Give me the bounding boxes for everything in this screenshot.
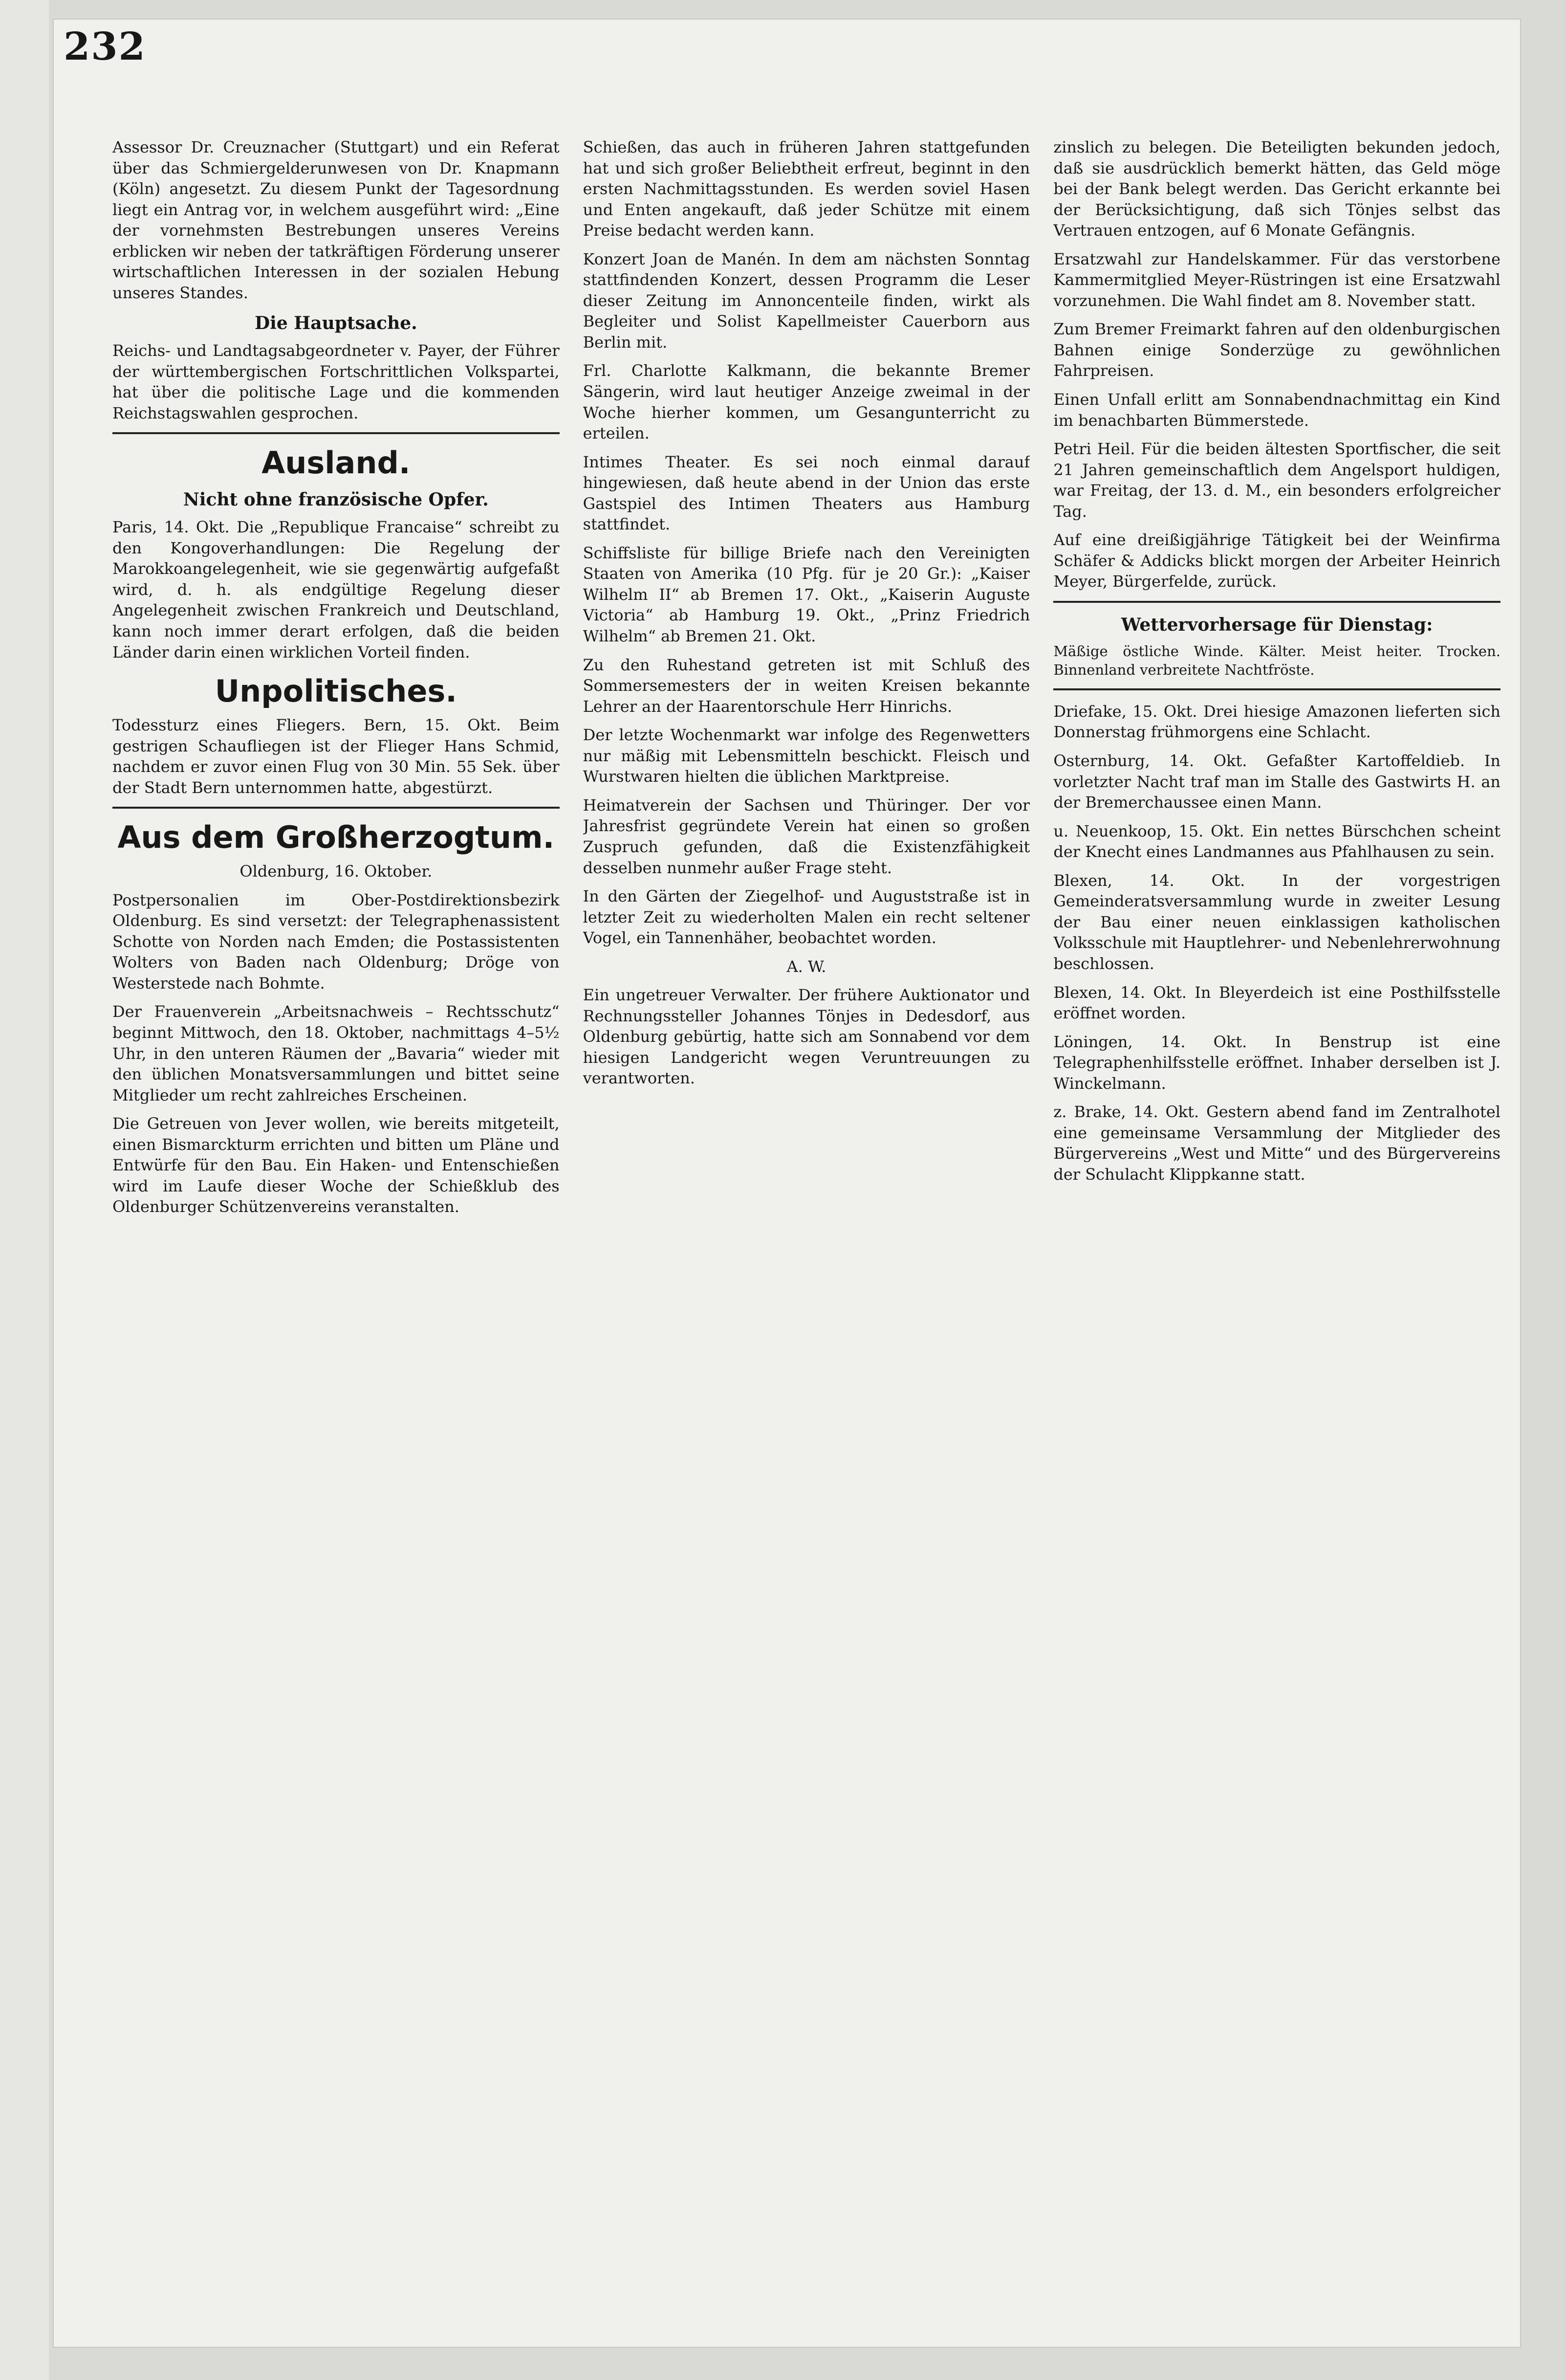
right-rule-1 (1053, 601, 1500, 603)
middle-paragraph-8: Heimatverein der Sachsen und Thüringer. Der vor Jahresfrist gegründete Verein hat einen so großen Zuspruch gefunden, daß die Existenzfähigkeit desselben nunmehr außer Frage steht. (583, 795, 1030, 877)
right-paragraph-5: Petri Heil. Für die beiden ältesten Sportfischer, die seit 21 Jahren gemeinschaftlich dem Angelsport huldigen, war Freitag, der 13. d. M., ein besonders erfolgreicher Tag. (1053, 440, 1500, 521)
middle-paragraph-1: Schießen, das auch in früheren Jahren stattgefunden hat und sich großer Beliebtheit erfreut, beginnt in den ersten Nachmittagsstunden. Es werden soviel Hasen und Enten angekauft, daß jeder Schütze mit einem Preise bedacht werden kann. (583, 138, 1030, 240)
left-paragraph-6: Der Frauenverein „Arbeitsnachweis – Rechtsschutz“ beginnt Mittwoch, den 18. Oktober, nachmittags 4–5½ Uhr, in den unteren Räumen der „Bavaria“ wieder mit den üblichen Monatsversammlungen und bittet seine Mitglieder um recht zahlreiches Erscheinen. (112, 1002, 560, 1104)
right-paragraph-10: Blexen, 14. Okt. In der vorgestrigen Gemeinderatsversammlung wurde in zweiter Lesung der Bau einer neuen einklassigen katholischen Volksschule mit Hauptlehrer- und Nebenlehrerwohnung beschlossen. (1053, 871, 1500, 973)
left-heading-grossherzogtum: Aus dem Großherzogtum. (117, 819, 555, 856)
page-edge (0, 0, 49, 2380)
left-paragraph-1: Assessor Dr. Creuznacher (Stuttgart) und ein Referat über das Schmiergelderunwesen von Dr. Knapmann (Köln) angesetzt. Zu diesem Punkt der Tagesordnung liegt ein Antrag vor, in welchem ausgeführt wird: „Eine der vornehmsten Bestrebungen unseres Vereins erblicken wir neben der tatkräftigen Förderung unserer wirtschaftlichen Interessen in der sozialen Hebung unseres Standes. (112, 138, 560, 302)
three-column-layout (112, 137, 1500, 2308)
middle-paragraph-4: Intimes Theater. Es sei noch einmal darauf hingewiesen, daß heute abend in der Union das erste Gastspiel des Intimen Theaters aus Hamburg stattfindet. (583, 452, 1030, 534)
left-dateline: Oldenburg, 16. Oktober. (239, 862, 433, 881)
middle-paragraph-2: Konzert Joan de Manén. In dem am nächsten Sonntag stattfindenden Konzert, dessen Programm die Leser dieser Zeitung im Annoncenteile finden, wirkt als Begleiter und Solist Kapellmeister Cauerborn aus Berlin mit. (583, 249, 1030, 352)
left-heading-ausland: Ausland. (261, 445, 411, 481)
middle-paragraph-7: Der letzte Wochenmarkt war infolge des Regenwetters nur mäßig mit Lebensmitteln beschickt. Fleisch und Wurstwaren hielten die üblichen Marktpreise. (583, 726, 1030, 786)
right-paragraph-7: Driefake, 15. Okt. Drei hiesige Amazonen lieferten sich Donnerstag frühmorgens eine Schlacht. (1053, 702, 1500, 742)
left-paragraph-4: Todessturz eines Fliegers. Bern, 15. Okt. Beim gestrigen Schaufliegen ist der Flieger Hans Schmid, nachdem er zuvor einen Flug von 30 Min. 55 Sek. über der Stadt Bern unternommen hatte, abgestürzt. (112, 716, 560, 797)
right-paragraph-6: Auf eine dreißigjährige Tätigkeit bei der Weinfirma Schäfer & Addicks blickt morgen der Arbeiter Heinrich Meyer, Bürgerfelde, zurück. (1053, 530, 1500, 591)
right-paragraph-11: Blexen, 14. Okt. In Bleyerdeich ist eine Posthilfsstelle eröffnet worden. (1053, 983, 1500, 1023)
right-paragraph-4: Einen Unfall erlitt am Sonnabendnachmittag ein Kind im benachbarten Bümmerstede. (1053, 390, 1500, 430)
right-column (1053, 137, 1500, 2308)
right-paragraph-12: Löningen, 14. Okt. In Benstrup ist eine Telegraphenhilfsstelle eröffnet. Inhaber derselben ist J. Winckelmann. (1053, 1032, 1500, 1093)
right-paragraph-8: Osternburg, 14. Okt. Gefaßter Kartoffeldieb. In vorletzter Nacht traf man im Stalle des Gastwirts H. an der Bremerchaussee einen Mann. (1053, 751, 1500, 812)
newspaper-page (54, 20, 1520, 2347)
left-subheading-ausland: Nicht ohne französische Opfer. (183, 489, 489, 510)
weather-text: Mäßige östliche Winde. Kälter. Meist heiter. Trocken. Binnenland verbreitete Nachtfröste. (1053, 642, 1500, 679)
middle-paragraph-9: In den Gärten der Ziegelhof- und Auguststraße ist in letzter Zeit zu wiederholten Malen ein recht seltener Vogel, ein Tannenhäher, beobachtet worden. (583, 887, 1030, 948)
right-rule-2 (1053, 688, 1500, 690)
left-paragraph-3: Paris, 14. Okt. Die „Republique Francaise“ schreibt zu den Kongoverhandlungen: Die Regelung der Marokkoangelegenheit, wie sie gegenwärtig aufgefaßt wird, d. h. als endgültige Regelung dieser Angelegenheit zwischen Frankreich und Deutschland, kann noch immer derart erfolgen, daß die beiden Länder darin einen wirklichen Vorteil finden. (112, 518, 560, 661)
left-heading-unpolitisches: Unpolitisches. (215, 673, 457, 709)
left-paragraph-7: Die Getreuen von Jever wollen, wie bereits mitgeteilt, einen Bismarckturm errichten und bitten um Pläne und Entwürfe für den Bau. Ein Haken- und Entenschießen wird im Laufe dieser Woche der Schießklub des Oldenburger Schützenvereins veranstalten. (112, 1114, 560, 1216)
right-paragraph-13: z. Brake, 14. Okt. Gestern abend fand im Zentralhotel eine gemeinsame Versammlung der Mitglieder des Bürgervereins „West und Mitte“ und des Bürgervereins der Schulacht Klippkanne statt. (1053, 1102, 1500, 1184)
middle-column (583, 137, 1030, 2308)
weather-heading: Wettervorhersage für Dienstag: (1121, 614, 1433, 635)
middle-paragraph-6: Zu den Ruhestand getreten ist mit Schluß des Sommersemesters der in weiten Kreisen bekannte Lehrer an der Haarentorschule Herr Hinrichs. (583, 655, 1030, 716)
left-column (112, 137, 560, 2308)
right-paragraph-2: Ersatzwahl zur Handelskammer. Für das verstorbene Kammermitglied Meyer-Rüstringen ist eine Ersatzwahl vorzunehmen. Die Wahl findet am 8. November statt. (1053, 249, 1500, 310)
right-paragraph-1: zinslich zu belegen. Die Beteiligten bekunden jedoch, daß sie ausdrücklich bemerkt hätten, das Geld möge bei der Bank belegt werden. Das Gericht erkannte bei der Berücksichtigung, daß sich Tönjes selbst das Vertrauen entzogen, auf 6 Monate Gefängnis. (1053, 138, 1500, 240)
middle-paragraph-10: Ein ungetreuer Verwalter. Der frühere Auktionator und Rechnungssteller Johannes Tönjes in Dedesdorf, aus Oldenburg gebürtig, hatte sich am Sonnabend vor dem hiesigen Landgericht wegen Veruntreuungen zu verantworten. (583, 986, 1030, 1088)
left-rule-2 (112, 807, 560, 809)
left-paragraph-2: Reichs- und Landtagsabgeordneter v. Payer, der Führer der württembergischen Fortschrittlichen Volkspartei, hat über die politische Lage und die kommenden Reichstagswahlen gesprochen. (112, 341, 560, 422)
left-heading-hauptsache: Die Hauptsache. (254, 313, 417, 334)
middle-paragraph-3: Frl. Charlotte Kalkmann, die bekannte Bremer Sängerin, wird laut heutiger Anzeige zweimal in der Woche hierher kommen, um Gesangunterricht zu erteilen. (583, 361, 1030, 443)
right-paragraph-9: u. Neuenkoop, 15. Okt. Ein nettes Bürschchen scheint der Knecht eines Landmannes aus Pfahlhausen zu sein. (1053, 821, 1500, 861)
right-paragraph-3: Zum Bremer Freimarkt fahren auf den oldenburgischen Bahnen einige Sonderzüge zu gewöhnlichen Fahrpreisen. (1053, 320, 1500, 380)
left-rule-1 (112, 432, 560, 434)
middle-paragraph-5: Schiffsliste für billige Briefe nach den Vereinigten Staaten von Amerika (10 Pfg. für je 20 Gr.): „Kaiser Wilhelm II“ ab Bremen 17. Okt., „Kaiserin Auguste Victoria“ ab Hamburg 19. Okt., „Prinz Friedrich Wilhelm“ ab Bremen 21. Okt. (583, 543, 1030, 646)
left-paragraph-5: Postpersonalien im Ober-Postdirektionsbezirk Oldenburg. Es sind versetzt: der Telegraphenassistent Schotte von Norden nach Emden; die Postassistenten Wolters von Baden nach Oldenburg; Dröge von Westerstede nach Bohmte. (112, 890, 560, 992)
page-number: 232 (64, 24, 146, 69)
middle-signature: A. W. (786, 957, 826, 976)
